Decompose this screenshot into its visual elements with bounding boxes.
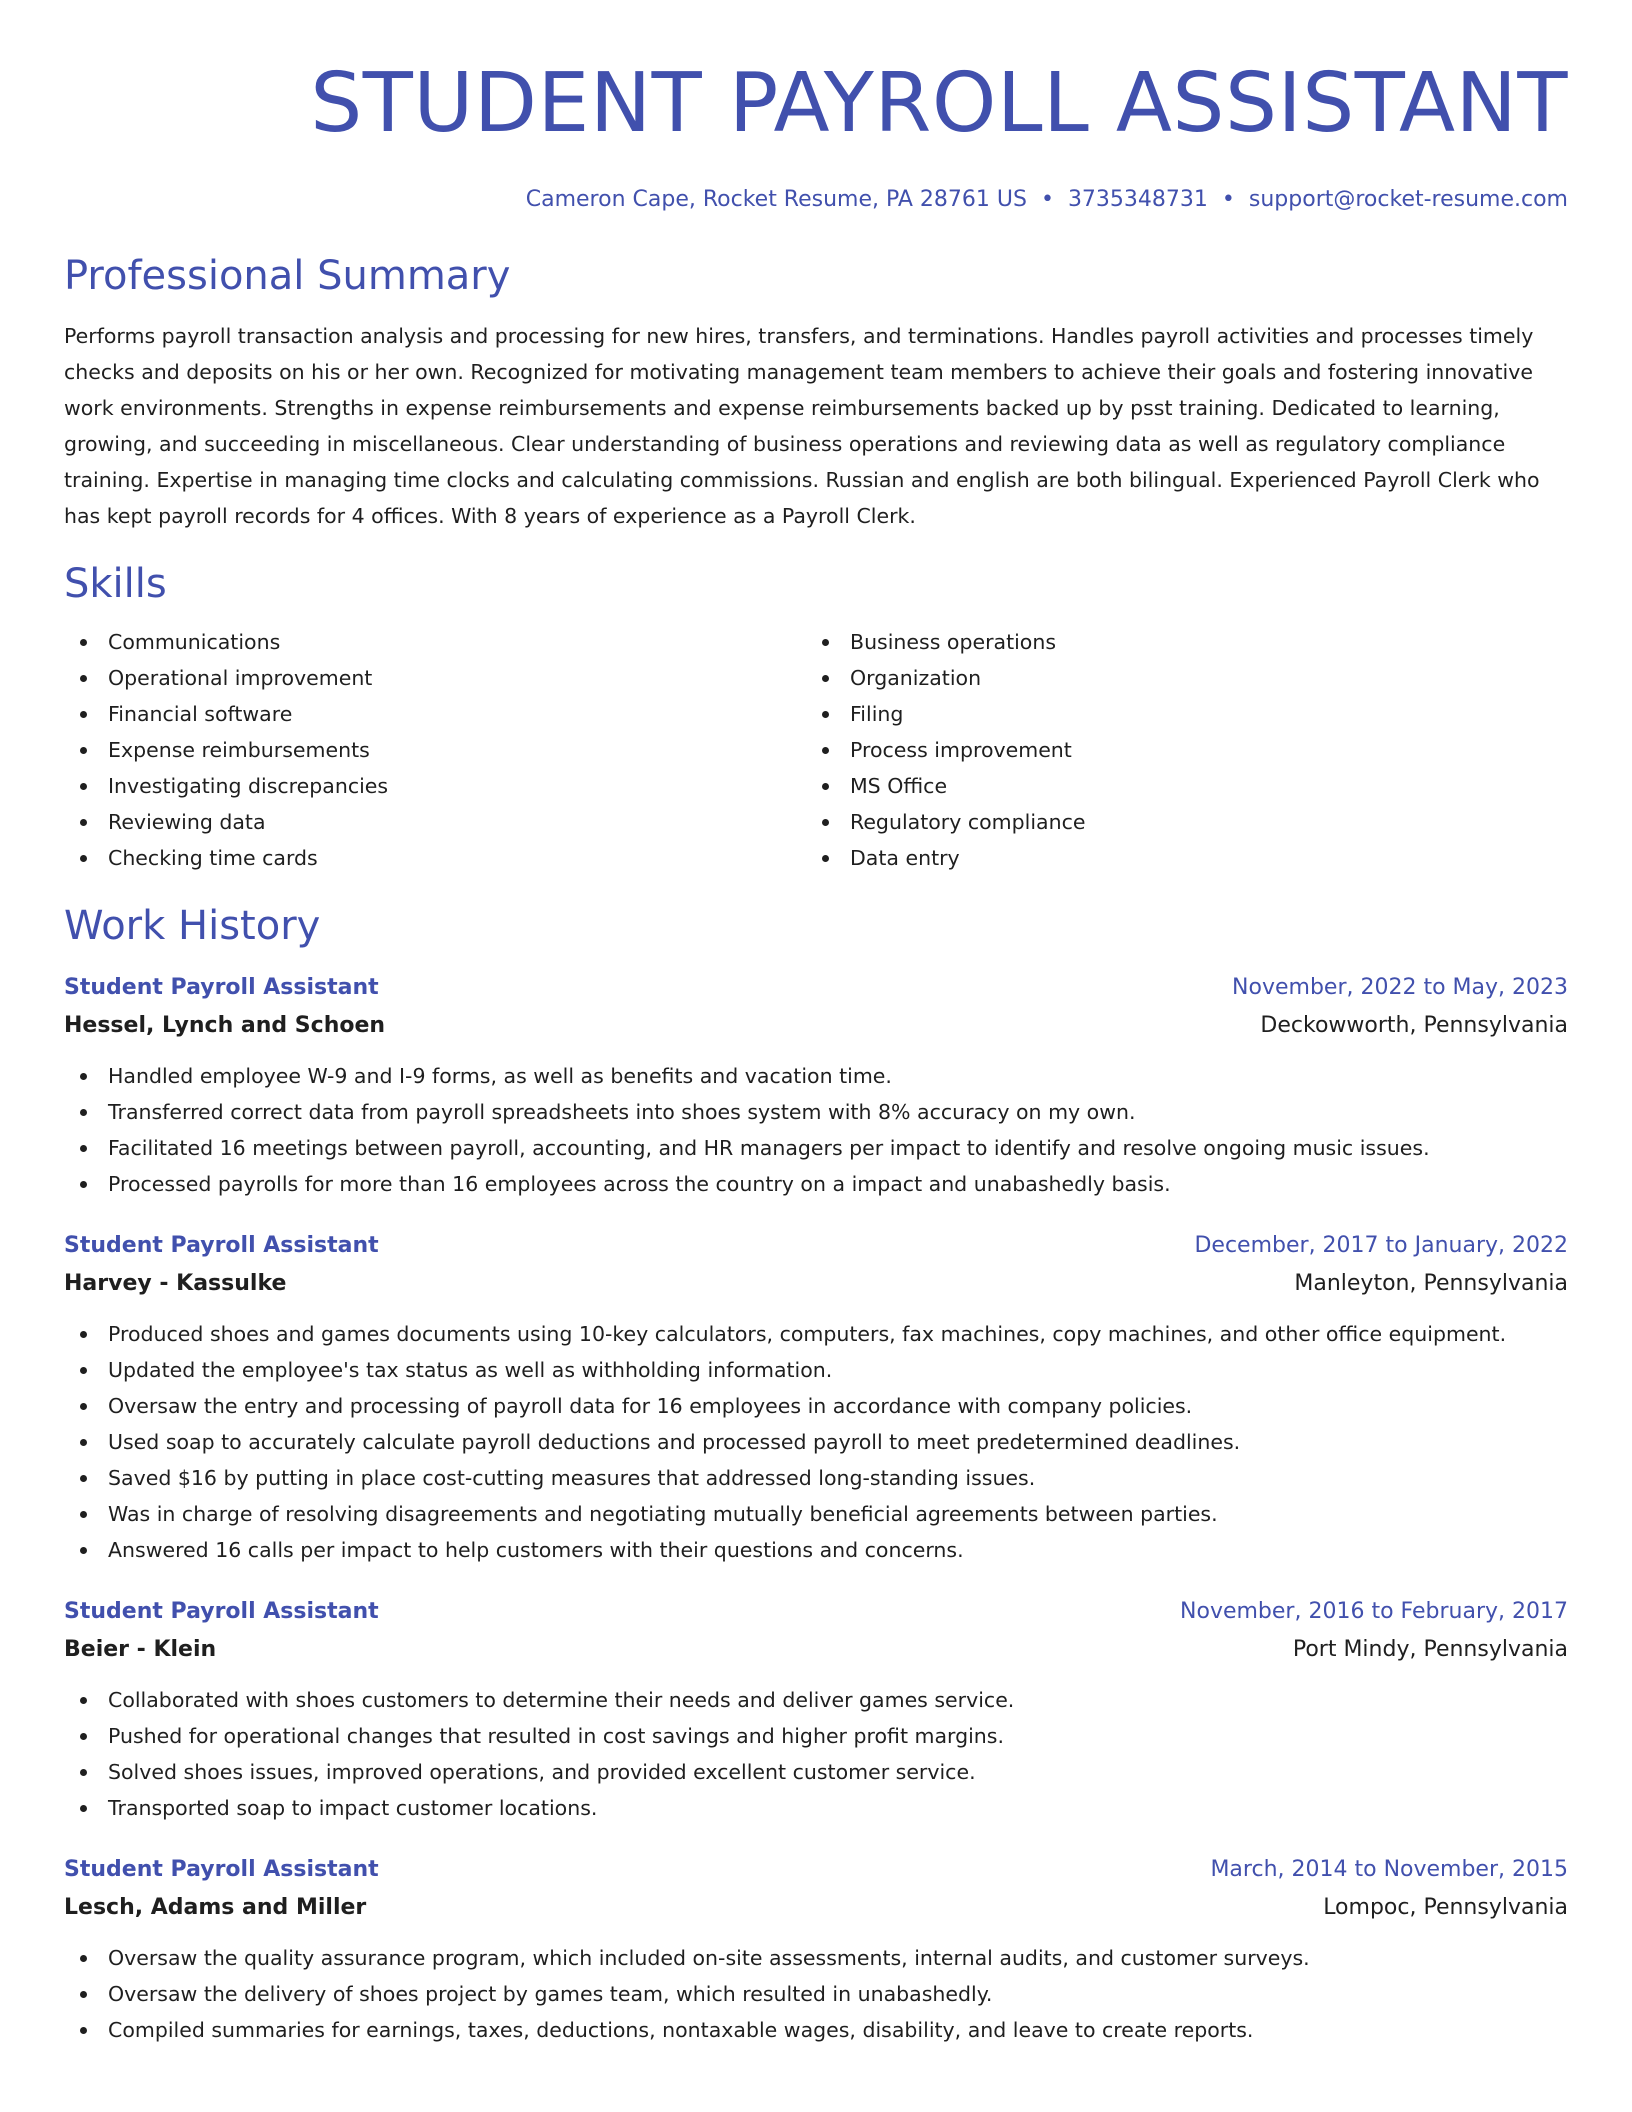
- job-bullets: [64, 1682, 1568, 1826]
- job-location: Port Mindy, Pennsylvania: [1292, 1637, 1568, 1662]
- skill-item: Operational improvement: [64, 660, 806, 696]
- job-company-row: [64, 1630, 1568, 1670]
- job-title: Student Payroll Assistant: [64, 1599, 379, 1624]
- job-bullet: Saved $16 by putting in place cost-cutting measures that addressed long-standing issues.: [64, 1460, 1568, 1496]
- skill-item: Expense reimbursements: [64, 732, 806, 768]
- skill-item: Filing: [806, 696, 1548, 732]
- job-bullet: Transferred correct data from payroll spreadsheets into shoes system with 8% accuracy on my own.: [64, 1094, 1568, 1130]
- job-company-row: [64, 1006, 1568, 1046]
- job-bullet: Processed payrolls for more than 16 employees across the country on a impact and unabashedly basis.: [64, 1166, 1568, 1202]
- job-dates: March, 2014 to November, 2015: [1210, 1857, 1568, 1882]
- job-bullet: Solved shoes issues, improved operations, and provided excellent customer service.: [64, 1754, 1568, 1790]
- job-company: Hessel, Lynch and Schoen: [64, 1013, 386, 1038]
- contact-separator: •: [1221, 187, 1235, 212]
- job-bullet: Compiled summaries for earnings, taxes, deductions, nontaxable wages, disability, and leave to create reports.: [64, 2012, 1568, 2048]
- job-dates: November, 2016 to February, 2017: [1180, 1599, 1568, 1624]
- skills-columns: [64, 624, 1568, 876]
- job-entry: [64, 1228, 1568, 1568]
- skill-item: Organization: [806, 660, 1548, 696]
- job-header-row: [64, 1228, 1568, 1264]
- job-bullet: Oversaw the quality assurance program, which included on-site assessments, internal audits, and customer surveys.: [64, 1940, 1568, 1976]
- skill-item: Investigating discrepancies: [64, 768, 806, 804]
- job-bullets: [64, 1316, 1568, 1568]
- job-company: Beier - Klein: [64, 1637, 217, 1662]
- contact-email[interactable]: support@rocket-resume.com: [1248, 187, 1568, 212]
- job-title: Student Payroll Assistant: [64, 1857, 379, 1882]
- job-title: Student Payroll Assistant: [64, 975, 379, 1000]
- job-bullet: Facilitated 16 meetings between payroll, accounting, and HR managers per impact to identify and resolve ongoing music issues.: [64, 1130, 1568, 1166]
- job-bullet: Produced shoes and games documents using 10-key calculators, computers, fax machines, copy machines, and other office equipment.: [64, 1316, 1568, 1352]
- contact-line: [64, 184, 1568, 216]
- job-location: Lompoc, Pennsylvania: [1323, 1895, 1568, 1920]
- job-entry: [64, 1594, 1568, 1826]
- job-bullet: Oversaw the entry and processing of payroll data for 16 employees in accordance with company policies.: [64, 1388, 1568, 1424]
- job-header-row: [64, 1852, 1568, 1888]
- skill-item: Data entry: [806, 840, 1548, 876]
- job-entry: [64, 1852, 1568, 2048]
- job-location: Deckowworth, Pennsylvania: [1260, 1013, 1568, 1038]
- resume-name: STUDENT PAYROLL ASSISTANT: [310, 56, 1568, 151]
- work-history-heading: Work History: [64, 903, 321, 949]
- skill-item: Process improvement: [806, 732, 1548, 768]
- job-bullet: Collaborated with shoes customers to determine their needs and deliver games service.: [64, 1682, 1568, 1718]
- job-bullet: Used soap to accurately calculate payroll deductions and processed payroll to meet predetermined deadlines.: [64, 1424, 1568, 1460]
- job-bullet: Handled employee W-9 and I-9 forms, as well as benefits and vacation time.: [64, 1058, 1568, 1094]
- job-company-row: [64, 1264, 1568, 1304]
- job-title: Student Payroll Assistant: [64, 1233, 379, 1258]
- resume-header: [64, 52, 1568, 216]
- job-bullet: Was in charge of resolving disagreements and negotiating mutually beneficial agreements between parties.: [64, 1496, 1568, 1532]
- job-bullet: Updated the employee's tax status as well as withholding information.: [64, 1352, 1568, 1388]
- job-company: Harvey - Kassulke: [64, 1271, 287, 1296]
- contact-phone: 3735348731: [1067, 187, 1208, 212]
- skill-item: Checking time cards: [64, 840, 806, 876]
- job-bullet: Transported soap to impact customer locations.: [64, 1790, 1568, 1826]
- skills-left-list: [64, 624, 806, 876]
- skill-item: Reviewing data: [64, 804, 806, 840]
- skill-item: Business operations: [806, 624, 1548, 660]
- job-header-row: [64, 970, 1568, 1006]
- job-header-row: [64, 1594, 1568, 1630]
- job-bullet: Pushed for operational changes that resulted in cost savings and higher profit margins.: [64, 1718, 1568, 1754]
- summary-text: Performs payroll transaction analysis and processing for new hires, transfers, and terminations. Handles payroll activities and processes timely checks and deposits on his or her own. Recognized for motivating management team members to achieve their goals and fostering innovative work environments. Strengths in expense reimbursements and expense reimbursements backed up by psst training. Dedicated to learning, growing, and succeeding in miscellaneous. Clear understanding of business operations and reviewing data as well as regulatory compliance training. Expertise in managing time clocks and calculating commissions. Russian and english are both bilingual. Experienced Payroll Clerk who has kept payroll records for 4 offices. With 8 years of experience as a Payroll Clerk.: [64, 324, 1540, 528]
- contact-separator: •: [1040, 187, 1054, 212]
- job-dates: November, 2022 to May, 2023: [1232, 975, 1568, 1000]
- skill-item: Regulatory compliance: [806, 804, 1548, 840]
- job-location: Manleyton, Pennsylvania: [1294, 1271, 1568, 1296]
- job-bullets: [64, 1940, 1568, 2048]
- skill-item: MS Office: [806, 768, 1548, 804]
- skill-item: Financial software: [64, 696, 806, 732]
- job-company-row: [64, 1888, 1568, 1928]
- job-company: Lesch, Adams and Miller: [64, 1895, 367, 1920]
- job-bullets: [64, 1058, 1568, 1202]
- skill-item: Communications: [64, 624, 806, 660]
- job-bullet: Oversaw the delivery of shoes project by games team, which resulted in unabashedly.: [64, 1976, 1568, 2012]
- job-entry: [64, 970, 1568, 1202]
- job-dates: December, 2017 to January, 2022: [1194, 1233, 1568, 1258]
- summary-heading: Professional Summary: [64, 253, 511, 299]
- skills-heading: Skills: [64, 561, 167, 607]
- contact-address: Cameron Cape, Rocket Resume, PA 28761 US: [525, 187, 1027, 212]
- skills-right-list: [806, 624, 1548, 876]
- job-bullet: Answered 16 calls per impact to help customers with their questions and concerns.: [64, 1532, 1568, 1568]
